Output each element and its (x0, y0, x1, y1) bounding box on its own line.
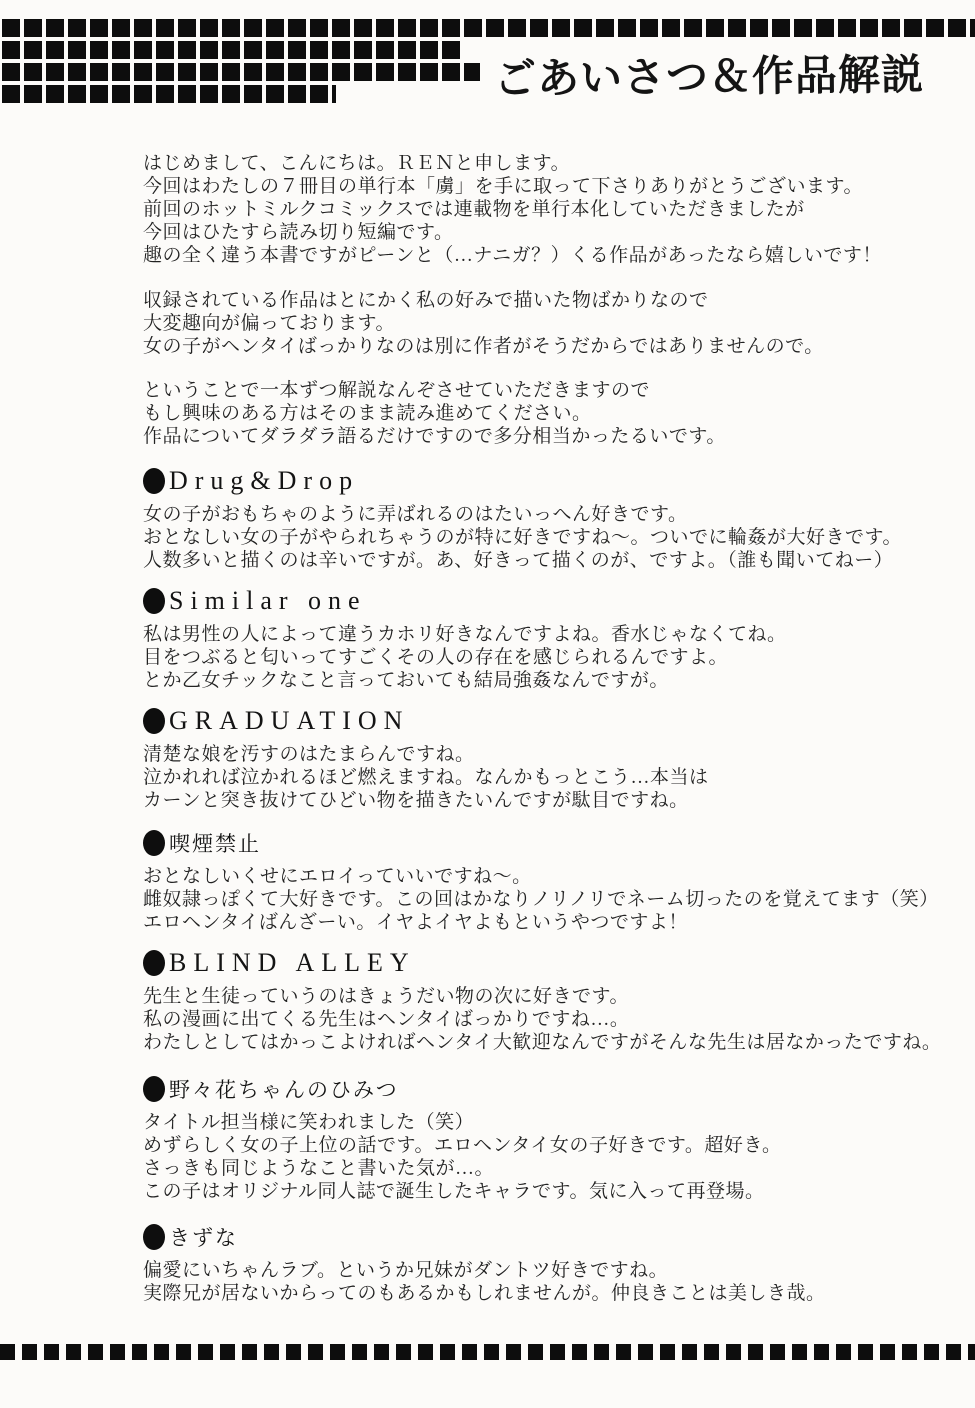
bullet-icon (143, 588, 165, 614)
text-line: わたしとしてはかっこよければヘンタイ大歓迎なんですがそんな先生は居なかったですね。 (143, 1032, 942, 1053)
section-body (143, 623, 787, 692)
text-line: めずらしく女の子上位の話です。エロヘンタイ女の子好きです。超好き。 (143, 1135, 782, 1156)
text-line: 私は男性の人によって違うカホリ好きなんですよね。香水じゃなくてね。 (143, 624, 787, 645)
section-title: 野々花ちゃんのひみつ (169, 1078, 399, 1102)
bullet-icon (143, 708, 165, 734)
section-header (143, 828, 939, 858)
section-drug-and-drop (143, 466, 902, 572)
text-line: 雌奴隷っぽくて大好きです。この回はかなりノリノリでネーム切ったのを覚えてます（笑） (143, 889, 939, 910)
bullet-icon (143, 830, 165, 856)
bullet-icon (143, 1076, 165, 1102)
section-title: 喫煙禁止 (169, 832, 261, 856)
text-line: 清楚な娘を汚すのはたまらんですね。 (143, 744, 475, 765)
section-body (143, 985, 941, 1054)
section-similar-one (143, 586, 787, 692)
text-line: カーンと突き抜けてひどい物を描きたいんですが駄目ですね。 (143, 790, 689, 811)
text-line: 偏愛にいちゃんラブ。というか兄妹がダントツ好きですね。 (143, 1260, 669, 1281)
text-line: エロヘンタイばんざーい。イヤよイヤよもというやつですよ！ (143, 912, 688, 933)
section-title: GRADUATION (169, 706, 410, 735)
text-line: ということで一本ずつ解説なんぞさせていただきますので (143, 380, 651, 401)
section-title: Similar one (169, 586, 367, 615)
text-line: 大変趣向が偏っております。 (143, 313, 395, 334)
section-header (143, 1074, 782, 1104)
intro-paragraph-1 (143, 152, 882, 267)
bullet-icon (143, 1224, 165, 1250)
text-line: 人数多いと描くのは辛いですが。あ、好きって描くのが、ですよ。（誰も聞いてねー） (143, 550, 894, 571)
text-line: 女の子がヘンタイばっかりなのは別に作者がそうだからではありませんので。 (143, 336, 824, 357)
text-line: タイトル担当様に笑われました（笑） (143, 1112, 475, 1133)
pixel-squares-row-bottom (0, 1344, 975, 1360)
text-line: おとなしいくせにエロイっていいですね～。 (143, 866, 532, 887)
text-line: 今回はひたすら読み切り短編です。 (143, 222, 454, 243)
intro-paragraph-3 (143, 379, 726, 448)
page-title: ごあいさつ＆作品解説 (493, 49, 925, 104)
bullet-icon (143, 950, 165, 976)
bullet-icon (143, 468, 165, 494)
section-body (143, 743, 709, 812)
text-line: さっきも同じようなこと書いた気が…。 (143, 1158, 495, 1179)
pixel-squares-row-3 (2, 63, 480, 81)
text-line: 目をつぶると匂いってすごくその人の存在を感じられるんですよ。 (143, 647, 729, 668)
section-title: Drug&Drop (169, 466, 360, 495)
section-graduation (143, 706, 709, 812)
text-line: 趣の全く違う本書ですがピーンと（…ナニガ？）くる作品があったなら嬉しいです！ (143, 245, 882, 266)
section-kizuna (143, 1222, 826, 1305)
section-body (143, 503, 902, 572)
section-header (143, 586, 787, 616)
text-line: 女の子がおもちゃのように弄ばれるのはたいっへん好きです。 (143, 504, 688, 525)
section-header (143, 1222, 826, 1252)
text-line: とか乙女チックなこと言っておいても結局強姦なんですが。 (143, 670, 669, 691)
section-header (143, 706, 709, 736)
pixel-squares-row-2 (2, 41, 460, 59)
section-nonoka-chan-no-himitsu (143, 1074, 782, 1203)
section-body (143, 1259, 826, 1305)
section-title: きずな (169, 1226, 238, 1250)
pixel-squares-row-1 (2, 19, 975, 37)
text-line: 今回はわたしの７冊目の単行本「虜」を手に取って下さりありがとうございます。 (143, 176, 863, 197)
text-line: もし興味のある方はそのまま読み進めてください。 (143, 403, 592, 424)
text-line: はじめまして、こんにちは。ＲＥＮと申します。 (143, 153, 571, 174)
text-line: 収録されている作品はとにかく私の好みで描いた物ばかりなので (143, 290, 709, 311)
section-header (143, 466, 902, 496)
text-line: 作品についてダラダラ語るだけですので多分相当かったるいです。 (143, 426, 726, 447)
text-line: 私の漫画に出てくる先生はヘンタイばっかりですね…。 (143, 1009, 630, 1030)
intro-paragraph-2 (143, 289, 824, 358)
pixel-squares-row-4 (2, 85, 336, 103)
text-line: 先生と生徒っていうのはきょうだい物の次に好きです。 (143, 986, 629, 1007)
text-line: 前回のホットミルクコミックスでは連載物を単行本化していただきましたが (143, 199, 805, 220)
section-kitsuen-kinshi (143, 828, 939, 934)
text-line: この子はオリジナル同人誌で誕生したキャラです。気に入って再登場。 (143, 1181, 765, 1202)
text-line: 実際兄が居ないからってのもあるかもしれませんが。仲良きことは美しき哉。 (143, 1283, 826, 1304)
section-blind-alley (143, 948, 941, 1054)
text-line: 泣かれれば泣かれるほど燃えますね。なんかもっとこう…本当は (143, 767, 709, 788)
section-header (143, 948, 941, 978)
section-body (143, 1111, 782, 1203)
section-title: BLIND ALLEY (169, 948, 416, 977)
section-body (143, 865, 939, 934)
text-line: おとなしい女の子がやられちゃうのが特に好きですね～。ついでに輪姦が大好きです。 (143, 527, 902, 548)
